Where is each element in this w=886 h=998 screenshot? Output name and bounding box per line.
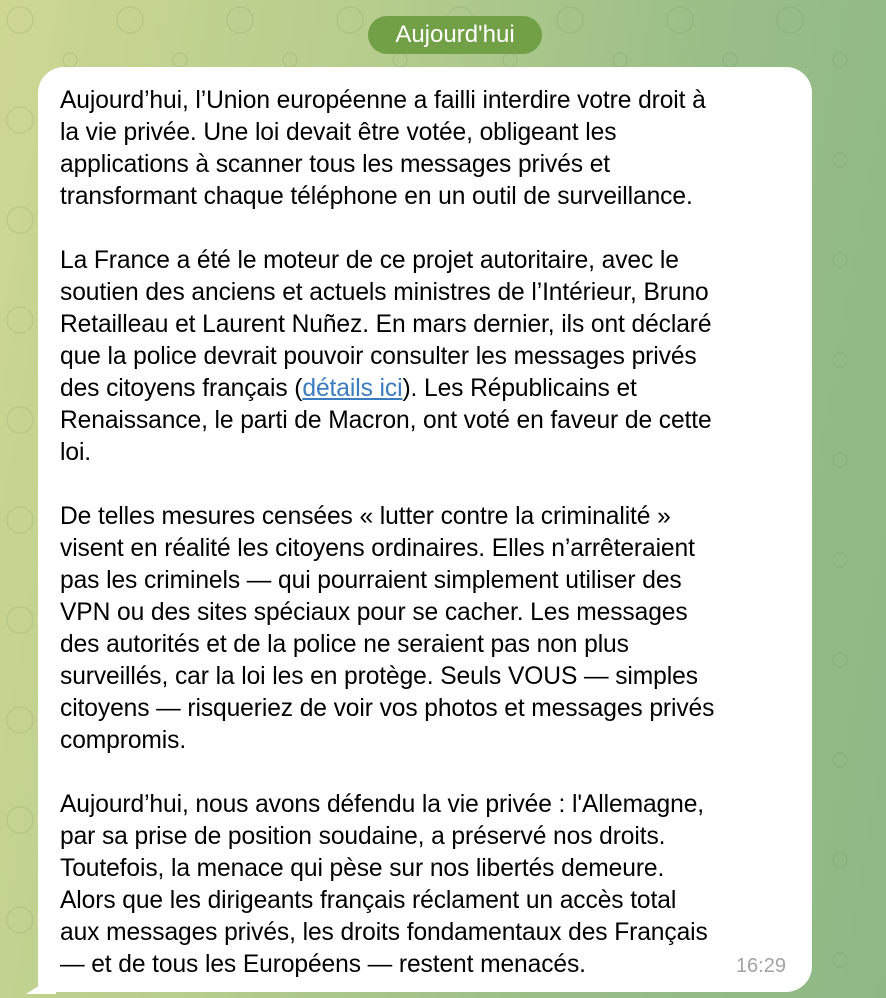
text-line: Toutefois, la menace qui pèse sur nos libertés demeure.	[60, 855, 665, 882]
text-line: soutien des anciens et actuels ministres de l’Intérieur, Bruno	[60, 279, 709, 306]
text-line: des autorités et de la police ne seraient pas non plus	[60, 631, 629, 658]
text-segment: des citoyens français (	[60, 375, 303, 402]
message-paragraph	[60, 245, 812, 469]
text-line: Alors que les dirigeants français réclament un accès total	[60, 887, 677, 914]
message-time: 16:29	[735, 955, 786, 977]
text-line: aux messages privés, les droits fondamentaux des Français	[60, 919, 708, 946]
text-line: VPN ou des sites spéciaux pour se cacher. Les messages	[60, 599, 688, 626]
text-line: Aujourd’hui, nous avons défendu la vie privée : l'Allemagne,	[60, 791, 705, 818]
text-line: la vie privée. Une loi devait être votée, obligeant les	[60, 119, 617, 146]
message-paragraph	[60, 501, 812, 757]
text-line: La France a été le moteur de ce projet autoritaire, avec le	[60, 247, 679, 274]
message-bubble	[38, 67, 812, 992]
text-line: applications à scanner tous les messages privés et	[60, 151, 611, 178]
details-link[interactable]: détails ici	[302, 375, 403, 402]
text-line: citoyens — risqueriez de voir vos photos et messages privés	[60, 695, 715, 722]
text-line: visent en réalité les citoyens ordinaires. Elles n’arrêteraient	[60, 535, 695, 562]
message-paragraph	[60, 85, 812, 213]
text-line: par sa prise de position soudaine, a préservé nos droits.	[60, 823, 666, 850]
text-line: Retailleau et Laurent Nuñez. En mars dernier, ils ont déclaré	[60, 311, 712, 338]
text-line: compromis.	[60, 727, 187, 754]
text-line: pas les criminels — qui pourraient simplement utiliser des	[60, 567, 682, 594]
text-segment: ). Les Républicains et	[402, 375, 637, 402]
text-line: que la police devrait pouvoir consulter les messages privés	[60, 343, 697, 370]
text-line: — et de tous les Européens — restent menacés.	[60, 951, 586, 978]
text-line: Aujourd’hui, l’Union européenne a failli interdire votre droit à	[60, 87, 706, 114]
text-line: transformant chaque téléphone en un outil de surveillance.	[60, 183, 693, 210]
text-line: surveillés, car la loi les en protège. Seuls VOUS — simples	[60, 663, 698, 690]
text-line: De telles mesures censées « lutter contre la criminalité »	[60, 503, 671, 530]
text-line: Renaissance, le parti de Macron, ont voté en faveur de cette	[60, 407, 712, 434]
message-paragraph	[60, 789, 812, 981]
text-line-with-link	[60, 373, 812, 405]
date-separator: Aujourd'hui	[368, 16, 542, 54]
text-line: loi.	[60, 439, 92, 466]
